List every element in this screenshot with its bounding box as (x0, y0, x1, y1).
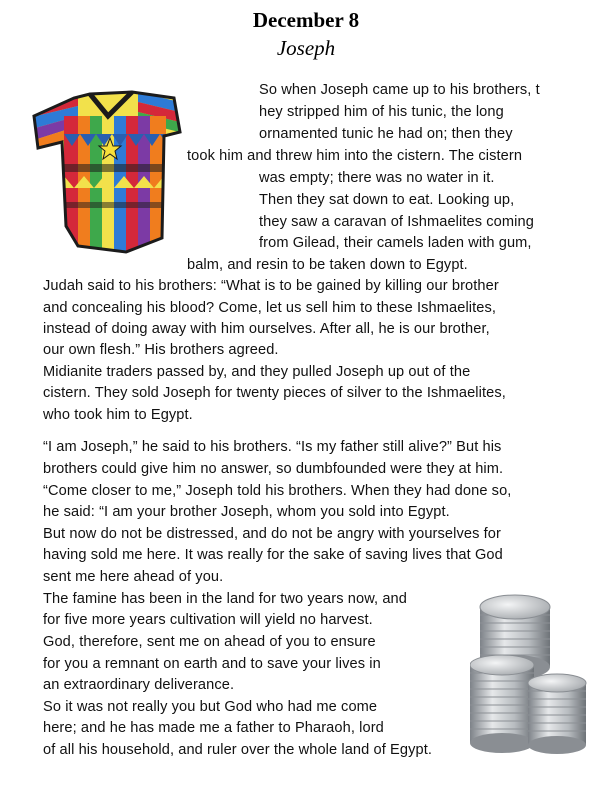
passage-line: and concealing his blood? Come, let us sell him to these Ishmaelites, (43, 300, 497, 316)
passage-line: So when Joseph came up to his brothers, t (259, 82, 540, 98)
passage-line: hey stripped him of his tunic, the long (259, 104, 504, 120)
passage-line: Midianite traders passed by, and they pulled Joseph up out of the (43, 364, 471, 380)
passage-line: cistern. They sold Joseph for twenty pieces of silver to the Ishmaelites, (43, 385, 506, 401)
passage-line: took him and threw him into the cistern. The cistern (187, 148, 523, 164)
passage-line: sent me here ahead of you. (43, 569, 224, 585)
passage-line: So it was not really you but God who had me come (43, 699, 378, 715)
passage-line: an extraordinary deliverance. (43, 677, 235, 693)
passage-line: balm, and resin to be taken down to Egypt. (187, 257, 468, 273)
passage-line: from Gilead, their camels laden with gum, (259, 235, 532, 251)
passage-line: ornamented tunic he had on; then they (259, 126, 513, 142)
passage-line: having sold me here. It was really for the sake of saving lives that God (43, 547, 503, 563)
silver-coins-icon (470, 585, 590, 755)
passage-line: Judah said to his brothers: “What is to be gained by killing our brother (43, 278, 499, 294)
passage-line: But now do not be distressed, and do not be angry with yourselves for (43, 526, 501, 542)
passage-line: God, therefore, sent me on ahead of you to ensure (43, 634, 376, 650)
passage-line: The famine has been in the land for two years now, and (43, 591, 407, 607)
passage-line: “Come closer to me,” Joseph told his brothers. When they had done so, (43, 483, 512, 499)
passage-line: brothers could give him no answer, so dumbfounded were they at him. (43, 461, 504, 477)
passage-line: here; and he has made me a father to Pharaoh, lord (43, 720, 384, 736)
passage-line: he said: “I am your brother Joseph, whom you sold into Egypt. (43, 504, 450, 520)
passage-line: our own flesh.” His brothers agreed. (43, 342, 279, 358)
page-title: Joseph (276, 36, 336, 60)
passage-line: for you a remnant on earth and to save your lives in (43, 656, 381, 672)
passage-line: “I am Joseph,” he said to his brothers. “Is my father still alive?” But his (43, 439, 502, 455)
passage-line: of all his household, and ruler over the whole land of Egypt. (43, 742, 433, 758)
page-date: December 8 (252, 8, 360, 32)
passage-line: who took him to Egypt. (43, 407, 193, 423)
passage-line: for five more years cultivation will yield no harvest. (43, 612, 373, 628)
passage-line: was empty; there was no water in it. (259, 170, 495, 186)
coat-of-many-colors-icon (28, 76, 188, 256)
passage-line: Then they sat down to eat. Looking up, (259, 192, 515, 208)
passage-line: instead of doing away with him ourselves. After all, he is our brother, (43, 321, 490, 337)
passage-line: they saw a caravan of Ishmaelites coming (259, 214, 534, 230)
